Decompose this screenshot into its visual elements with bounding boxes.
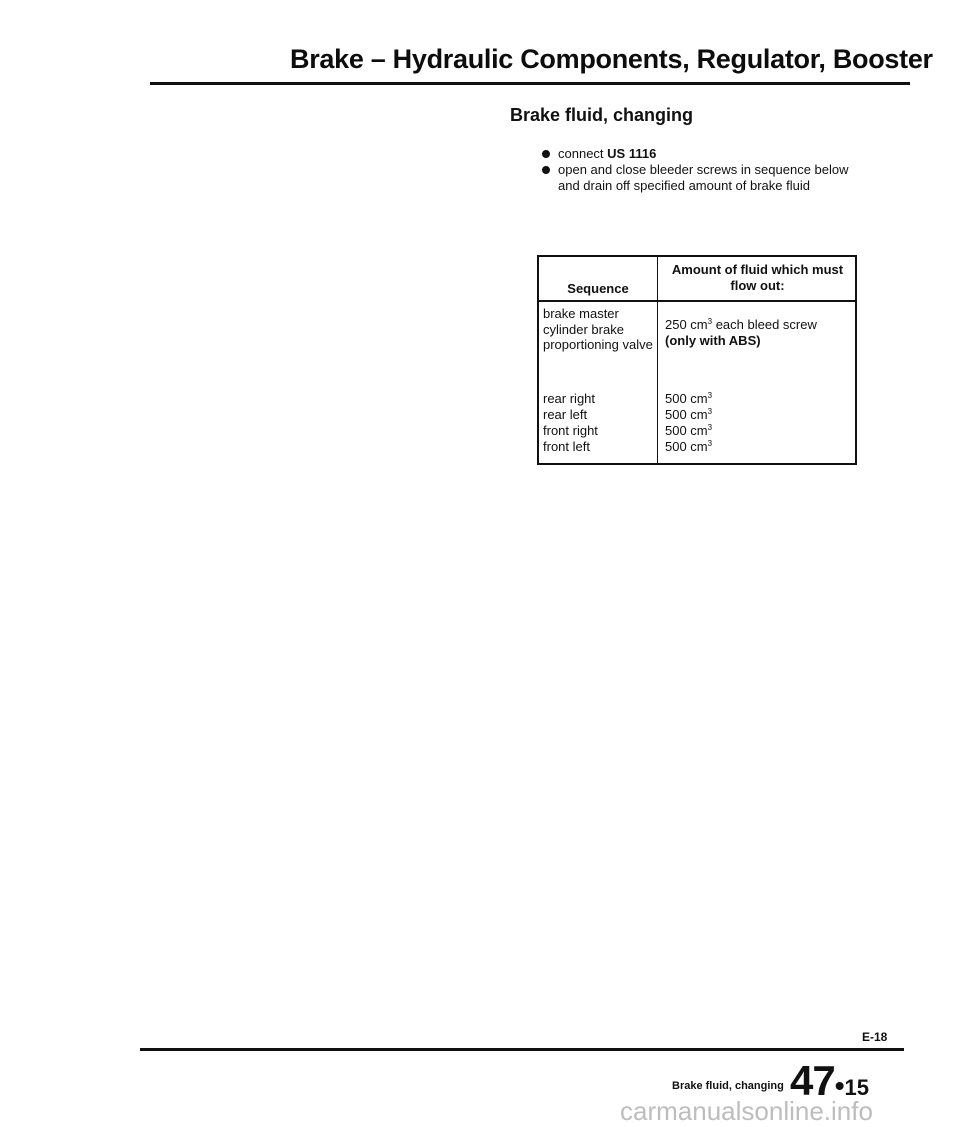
- amount-unit-exponent: 3: [707, 391, 713, 400]
- amount-value: 500 cm: [665, 407, 708, 422]
- table-cell-amount: [665, 439, 855, 455]
- table-cell-amount: [665, 407, 855, 423]
- bullet-icon: [542, 150, 550, 158]
- amount-unit-exponent: 3: [707, 439, 713, 448]
- instruction-text: open and close bleeder screws in sequence below and drain off specified amount of brake fluid: [558, 162, 849, 193]
- table-header-divider: [539, 300, 855, 302]
- table-cell-sequence: rear left: [543, 407, 588, 422]
- instruction-item: [540, 146, 860, 162]
- amount-unit-exponent: 3: [707, 407, 713, 416]
- amount-value: 500 cm: [665, 423, 708, 438]
- footer-caption: Brake fluid, changing: [672, 1080, 784, 1092]
- amount-unit-exponent: 3: [707, 423, 713, 432]
- amount-value: 500 cm: [665, 439, 708, 454]
- page-number-sub: 15: [844, 1075, 870, 1100]
- instruction-list: [540, 146, 860, 194]
- header-divider: [150, 82, 910, 85]
- instruction-text: connect: [558, 146, 608, 161]
- table-cell-amount: [665, 391, 855, 407]
- amount-note: each bleed screw: [712, 317, 817, 332]
- page-title: Brake – Hydraulic Components, Regulator, Booster: [290, 44, 933, 74]
- table-cell-sequence: front left: [543, 439, 590, 454]
- footer-divider: [140, 1048, 904, 1051]
- amount-value: 500 cm: [665, 391, 708, 406]
- column-header-amount: Amount of fluid which must flow out:: [671, 262, 844, 293]
- document-code: E-18: [862, 1030, 888, 1044]
- page-number-main: 47: [790, 1057, 835, 1104]
- bullet-icon: [542, 166, 550, 174]
- section-heading: Brake fluid, changing: [510, 105, 694, 125]
- watermark: carmanualsonline.info: [620, 1096, 873, 1126]
- amount-value: 250 cm: [665, 317, 708, 332]
- table-cell-sequence: front right: [543, 423, 598, 438]
- tool-code: US 1116: [607, 146, 657, 161]
- column-header-sequence: Sequence: [567, 281, 629, 296]
- amount-condition: (only with ABS): [665, 332, 761, 348]
- table-cell-sequence: brake master cylinder brake proportioning valve: [543, 306, 653, 352]
- table-cell-amount: [665, 423, 855, 439]
- fluid-amount-table: [537, 255, 857, 465]
- table-cell-sequence: rear right: [543, 391, 596, 406]
- table-cell-amount: [665, 317, 855, 348]
- amount-unit-exponent: 3: [707, 317, 713, 326]
- instruction-item: [540, 162, 860, 194]
- page-number-separator: •: [834, 1070, 845, 1101]
